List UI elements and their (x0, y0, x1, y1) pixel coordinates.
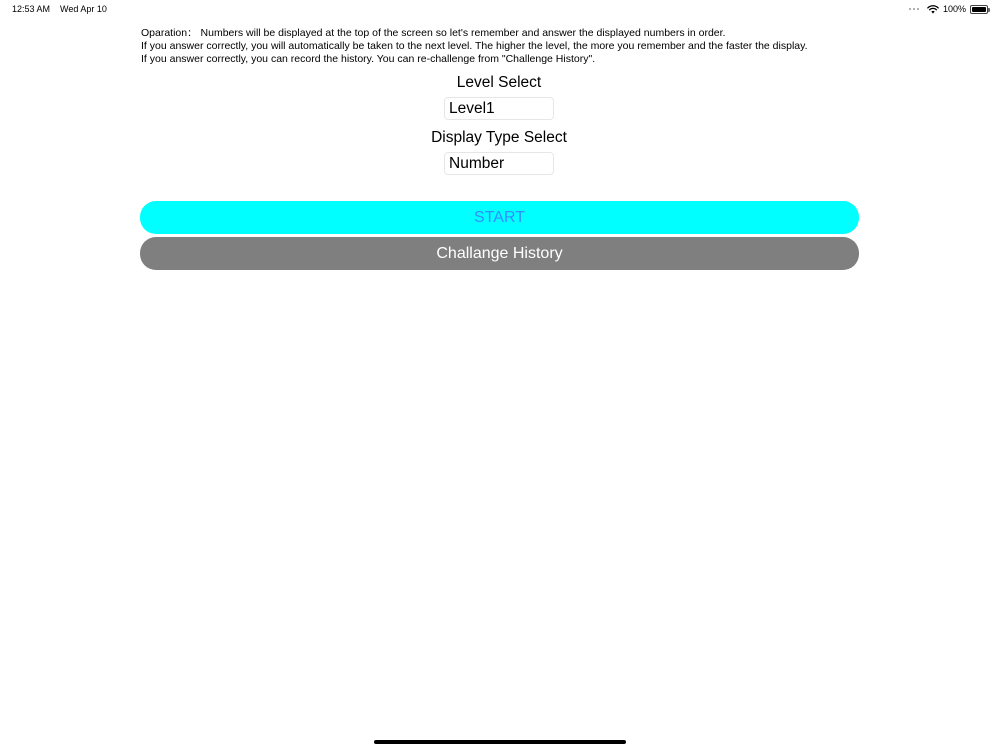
display-type-select-field[interactable]: Number (444, 152, 554, 175)
battery-percent: 100% (942, 4, 966, 14)
instructions-line-3: If you answer correctly, you can record the history. You can re-challenge from "Challenge History". (141, 53, 596, 65)
display-type-select-label: Display Type Select (431, 129, 567, 146)
level-select-field[interactable]: Level1 (444, 97, 554, 120)
battery-icon (970, 5, 988, 14)
home-indicator[interactable] (374, 740, 626, 744)
instructions-text (141, 27, 881, 66)
battery-fill (972, 7, 986, 12)
start-button[interactable]: START (140, 201, 859, 234)
instructions-line-2: If you answer correctly, you will automatically be taken to the next level. The higher the level, the more you remember and the faster the display. (141, 40, 808, 52)
instructions-line-1: Oparation： Numbers will be displayed at the top of the screen so let's remember and answer the displayed numbers in order. (141, 27, 726, 39)
multitasking-dots-icon[interactable] (909, 8, 919, 10)
status-time: 12:53 AM (12, 4, 51, 14)
battery-cap (988, 8, 990, 12)
challenge-history-button[interactable]: Challange History (140, 237, 859, 270)
status-date: Wed Apr 10 (60, 4, 107, 14)
wifi-icon (927, 4, 939, 14)
level-select-label: Level Select (456, 74, 542, 91)
status-bar (0, 0, 1000, 20)
status-indicators (909, 3, 988, 15)
